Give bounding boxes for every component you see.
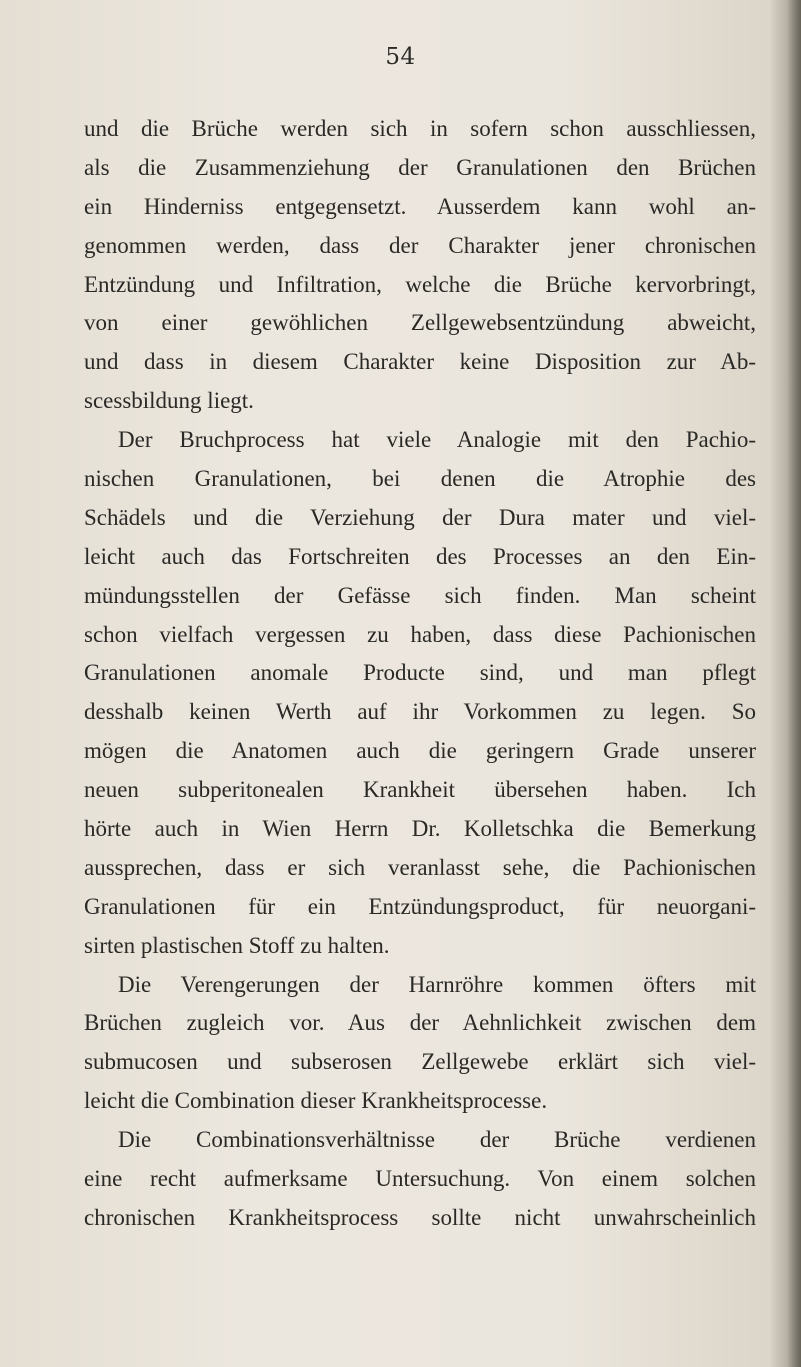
text-line: Die Combinationsverhältnisse der Brüche verdienen [118,1127,756,1153]
text-line: Der Bruchprocess hat viele Analogie mit den Pachio- [118,427,756,453]
text-line: nischen Granulationen, bei denen die Atrophie des [84,466,756,492]
page-number: 54 [385,44,416,70]
text-line: leicht die Combination dieser Krankheitsprocesse. [84,1088,548,1114]
text-line: aussprechen, dass er sich veranlasst sehe, die Pachionischen [84,854,756,880]
text-line: Granulationen für ein Entzündungsproduct, für neuorgani- [84,893,756,919]
text-line: mündungsstellen der Gefässe sich finden. Man scheint [84,582,756,608]
text-line: ein Hinderniss entgegensetzt. Ausserdem kann wohl an- [84,193,756,219]
text-line: Brüchen zugleich vor. Aus der Aehnlichkeit zwischen dem [84,1010,756,1036]
text-line: mögen die Anatomen auch die geringern Grade unserer [84,738,756,764]
text-line: als die Zusammenziehung der Granulationen den Brüchen [84,154,756,180]
text-line: Die Verengerungen der Harnröhre kommen öfters mit [118,971,756,997]
text-line: neuen subperitonealen Krankheit übersehen haben. Ich [84,777,756,803]
text-line: Schädels und die Verziehung der Dura mater und viel- [84,504,756,530]
text-line: genommen werden, dass der Charakter jener chronischen [84,232,756,258]
text-line: submucosen und subserosen Zellgewebe erklärt sich viel- [84,1049,756,1075]
text-line: sirten plastischen Stoff zu halten. [84,932,390,958]
text-line: Granulationen anomale Producte sind, und man pflegt [84,660,756,686]
text-line: Entzündung und Infiltration, welche die Brüche kervorbringt, [84,271,756,297]
text-line: hörte auch in Wien Herrn Dr. Kolletschka die Bemerkung [84,816,756,842]
text-line: leicht auch das Fortschreiten des Processes an den Ein- [84,543,756,569]
text-line: desshalb keinen Werth auf ihr Vorkommen zu legen. So [84,699,756,725]
text-line: schon vielfach vergessen zu haben, dass diese Pachionischen [84,621,756,647]
page-edge-shadow [787,0,801,1367]
text-line: von einer gewöhlichen Zellgewebsentzündung abweicht, [84,310,756,336]
text-line: scessbildung liegt. [84,388,254,414]
text-line: und dass in diesem Charakter keine Disposition zur Ab- [84,349,756,375]
text-line: und die Brüche werden sich in sofern schon ausschliessen, [84,116,756,141]
text-line: eine recht aufmerksame Untersuchung. Von einem solchen [84,1166,756,1192]
text-line: chronischen Krankheitsprocess sollte nicht unwahrscheinlich [84,1204,756,1230]
body-text [84,110,756,1238]
